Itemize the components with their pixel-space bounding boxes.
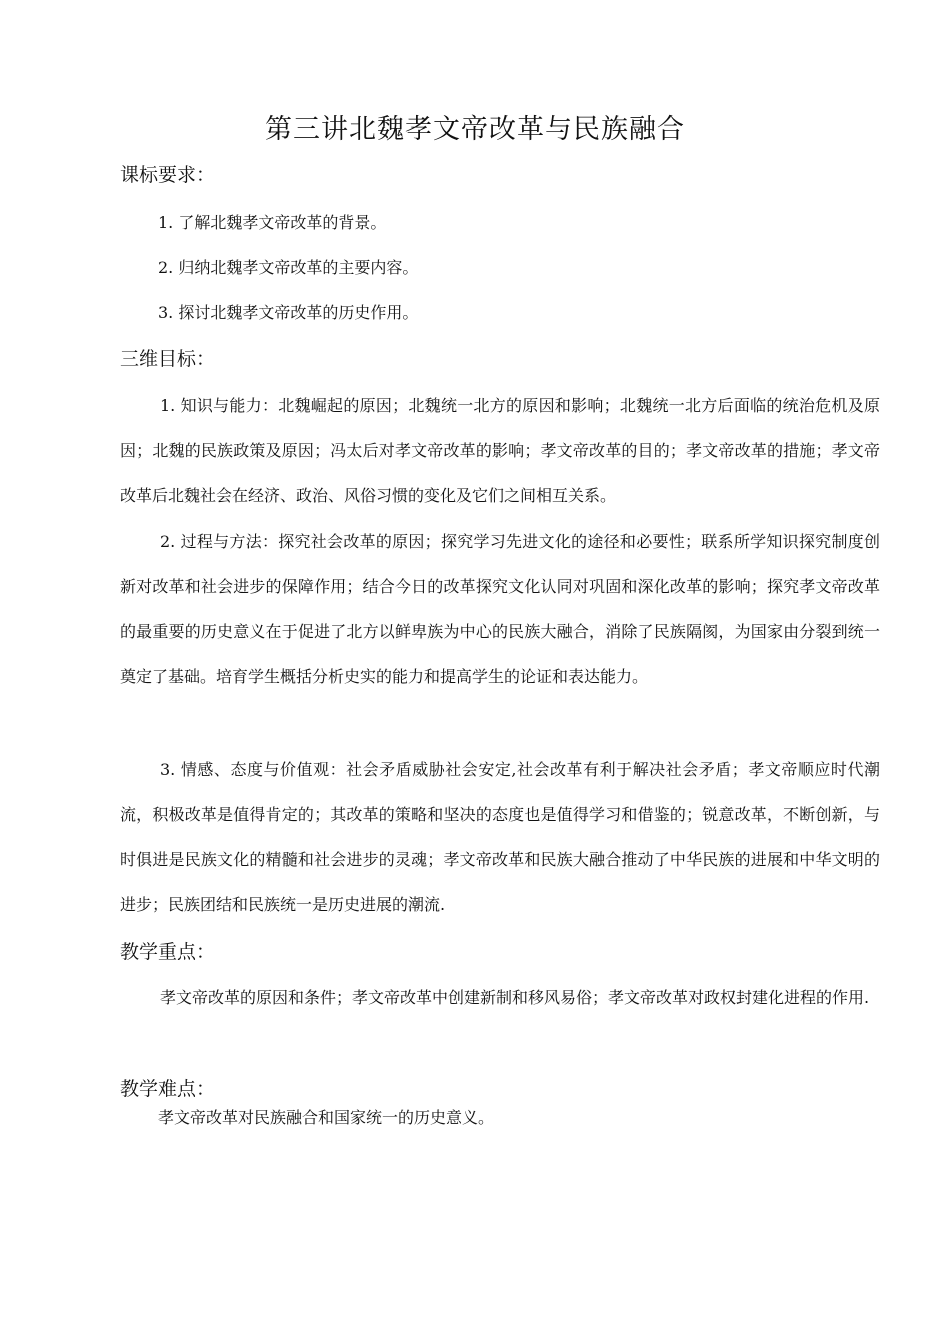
objective-item-3: 3. 情感、态度与价值观：社会矛盾威胁社会安定,社会改革有利于解决社会矛盾；孝文帝顺应时代潮流，积极改革是值得肯定的；其改革的策略和坚决的态度也是值得学习和借鉴的；锐意改革，不断创新，与时俱进是民族文化的精髓和社会进步的灵魂；孝文帝改革和民族大融合推动了中华民族的进展和中华文明的进步；民族团结和民族统一是历史进展的潮流. (120, 760, 880, 914)
key-points-text: 孝文帝改革的原因和条件；孝文帝改革中创建新制和移风易俗；孝文帝改革对政权封建化进程的作用. (160, 988, 870, 1007)
curriculum-item-3: 3. 探讨北魏孝文帝改革的历史作用。 (158, 303, 419, 322)
key-points-heading: 教学重点： (120, 941, 216, 963)
page-title: 第三讲北魏孝文帝改革与民族融合 (265, 114, 685, 145)
curriculum-heading: 课标要求： (120, 164, 216, 186)
objectives-heading: 三维目标： (120, 348, 216, 370)
difficulties-heading: 教学难点： (120, 1078, 216, 1100)
curriculum-item-1: 1. 了解北魏孝文帝改革的背景。 (158, 213, 387, 232)
objective-item-2: 2. 过程与方法：探究社会改革的原因；探究学习先进文化的途径和必要性；联系所学知识探究制度创新对改革和社会进步的保障作用；结合今日的改革探究文化认同对巩固和深化改革的影响；探究孝文帝改革的最重要的历史意义在于促进了北方以鲜卑族为中心的民族大融合，消除了民族隔阂，为国家由分裂到统一奠定了基础。培育学生概括分析史实的能力和提高学生的论证和表达能力。 (120, 532, 880, 686)
curriculum-item-2: 2. 归纳北魏孝文帝改革的主要内容。 (158, 258, 419, 277)
objective-item-1: 1. 知识与能力：北魏崛起的原因；北魏统一北方的原因和影响；北魏统一北方后面临的统治危机及原因；北魏的民族政策及原因；冯太后对孝文帝改革的影响；孝文帝改革的目的；孝文帝改革的措施；孝文帝改革后北魏社会在经济、政治、风俗习惯的变化及它们之间相互关系。 (120, 396, 880, 505)
difficulties-text: 孝文帝改革对民族融合和国家统一的历史意义。 (158, 1108, 495, 1127)
